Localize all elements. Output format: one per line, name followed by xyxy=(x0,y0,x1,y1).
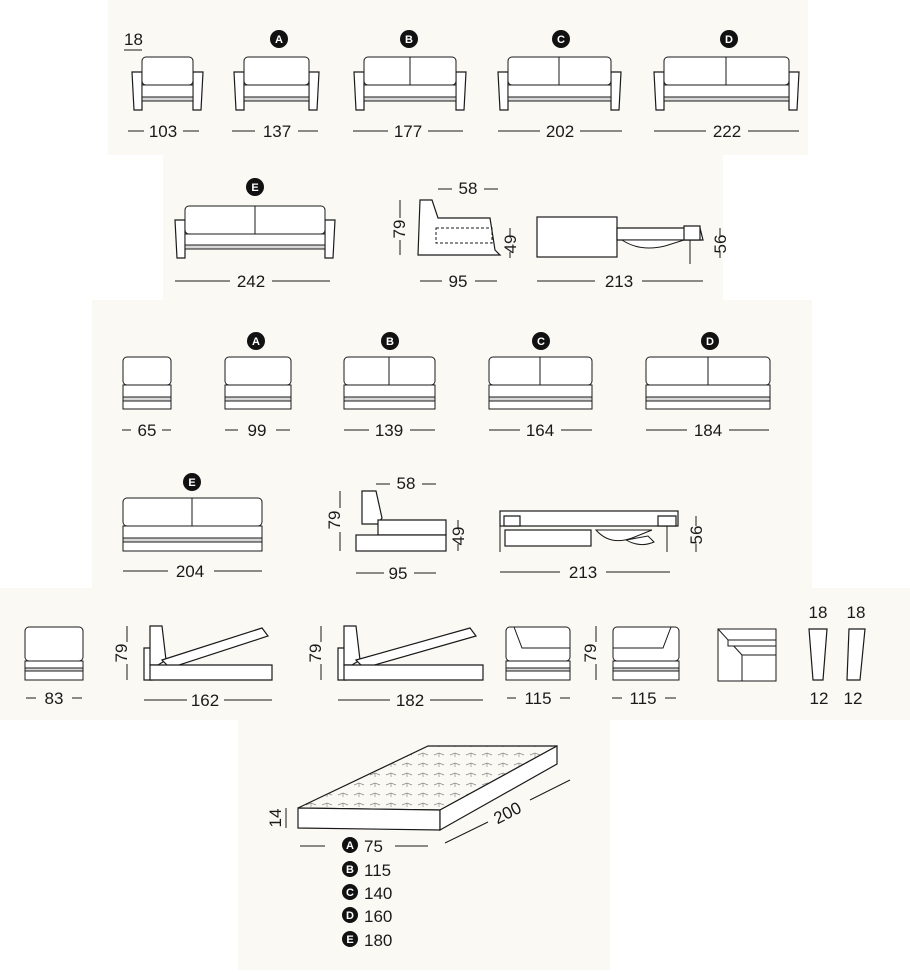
side-view-row2 xyxy=(390,179,520,291)
svg-text:65: 65 xyxy=(137,421,157,440)
svg-text:C: C xyxy=(346,887,354,899)
sofa-b-177 xyxy=(354,57,466,110)
svg-text:160: 160 xyxy=(364,907,393,926)
svg-text:B: B xyxy=(405,34,413,46)
svg-text:E: E xyxy=(188,477,196,489)
svg-text:18: 18 xyxy=(808,603,828,622)
badge-a-row3 xyxy=(247,332,265,350)
svg-text:180: 180 xyxy=(364,931,393,950)
svg-text:58: 58 xyxy=(396,474,416,493)
svg-text:95: 95 xyxy=(388,564,408,583)
badge-b xyxy=(400,30,418,48)
mattress-width-b xyxy=(342,861,391,880)
svg-text:162: 162 xyxy=(190,691,220,710)
svg-text:56: 56 xyxy=(687,525,706,545)
open-view-row2 xyxy=(537,217,730,291)
svg-text:200: 200 xyxy=(490,798,525,829)
svg-text:79: 79 xyxy=(581,643,600,663)
width-137: 137 xyxy=(262,122,292,141)
sofa-d-222 xyxy=(654,57,799,110)
svg-text:79: 79 xyxy=(390,219,409,239)
module-b-139 xyxy=(344,357,435,409)
module-83 xyxy=(25,627,83,680)
dim-row1 xyxy=(128,122,799,141)
svg-text:182: 182 xyxy=(395,691,425,710)
svg-text:164: 164 xyxy=(525,421,555,440)
badge-d-row3 xyxy=(701,332,719,350)
svg-text:18: 18 xyxy=(846,603,866,622)
svg-text:D: D xyxy=(706,336,714,348)
svg-text:79: 79 xyxy=(325,510,344,530)
svg-text:58: 58 xyxy=(458,179,478,198)
end-module-115-left xyxy=(506,627,570,708)
module-a-99 xyxy=(225,357,291,409)
svg-text:E: E xyxy=(251,182,259,194)
mattress xyxy=(266,746,570,950)
mattress-width-a xyxy=(342,837,383,856)
row5 xyxy=(25,603,865,710)
width-242: 242 xyxy=(236,272,266,291)
svg-text:E: E xyxy=(346,934,354,946)
svg-text:C: C xyxy=(557,34,565,46)
svg-text:49: 49 xyxy=(449,526,468,546)
svg-text:184: 184 xyxy=(693,421,723,440)
svg-text:140: 140 xyxy=(364,884,393,903)
svg-text:B: B xyxy=(346,864,354,876)
badge-b-row3 xyxy=(381,332,399,350)
svg-text:75: 75 xyxy=(364,837,383,856)
sofa-1-seat xyxy=(132,57,203,110)
width-204: 204 xyxy=(175,562,205,581)
sofa-c-202 xyxy=(498,57,621,110)
svg-text:99: 99 xyxy=(247,421,267,440)
open-view-row4 xyxy=(500,511,706,582)
svg-text:49: 49 xyxy=(501,234,520,254)
row1 xyxy=(124,30,799,141)
width-103: 103 xyxy=(148,122,178,141)
badge-e-row4 xyxy=(183,473,201,491)
badge-a xyxy=(270,30,288,48)
svg-text:213: 213 xyxy=(568,563,598,582)
module-e-204 xyxy=(123,498,262,551)
svg-text:79: 79 xyxy=(112,643,131,663)
svg-text:115: 115 xyxy=(364,861,392,880)
badge-d xyxy=(720,30,738,48)
end-module-115-right xyxy=(581,626,679,708)
svg-text:56: 56 xyxy=(711,234,730,254)
mattress-width-e xyxy=(342,931,392,950)
svg-text:139: 139 xyxy=(374,421,404,440)
width-222: 222 xyxy=(712,122,742,141)
arm-width-label: 18 xyxy=(124,30,143,49)
svg-text:79: 79 xyxy=(306,643,325,663)
mattress-width-c xyxy=(342,884,392,903)
svg-text:C: C xyxy=(537,336,545,348)
row2 xyxy=(175,178,730,291)
corner-module xyxy=(718,629,776,681)
width-202: 202 xyxy=(545,122,575,141)
svg-text:D: D xyxy=(725,34,733,46)
svg-text:12: 12 xyxy=(843,689,863,708)
svg-text:95: 95 xyxy=(448,272,468,291)
svg-text:A: A xyxy=(252,336,260,348)
svg-text:115: 115 xyxy=(524,689,552,708)
module-65 xyxy=(123,357,171,409)
module-d-184 xyxy=(646,357,770,409)
sofa-e-242 xyxy=(175,206,335,258)
chaise-162 xyxy=(112,626,272,710)
svg-text:B: B xyxy=(386,336,394,348)
badge-c xyxy=(552,30,570,48)
mattress-width-d xyxy=(342,907,392,926)
svg-text:A: A xyxy=(275,34,283,46)
svg-text:A: A xyxy=(346,840,354,852)
chaise-182 xyxy=(306,626,483,710)
sofa-a-137 xyxy=(234,57,319,110)
svg-text:12: 12 xyxy=(809,689,829,708)
svg-text:14: 14 xyxy=(266,808,285,828)
row3 xyxy=(122,332,770,440)
arm-piece-1 xyxy=(809,603,829,708)
svg-text:D: D xyxy=(346,910,354,922)
svg-text:115: 115 xyxy=(629,689,657,708)
badge-c-row3 xyxy=(532,332,550,350)
module-c-164 xyxy=(489,357,592,409)
width-177: 177 xyxy=(393,122,423,141)
arm-piece-2 xyxy=(844,603,866,708)
mattress-width-list xyxy=(342,837,392,950)
side-view-row4 xyxy=(325,474,468,583)
row4 xyxy=(123,473,706,583)
svg-text:213: 213 xyxy=(604,272,634,291)
svg-text:83: 83 xyxy=(44,689,64,708)
dim-row3 xyxy=(122,421,769,440)
badge-e-row2 xyxy=(246,178,264,196)
